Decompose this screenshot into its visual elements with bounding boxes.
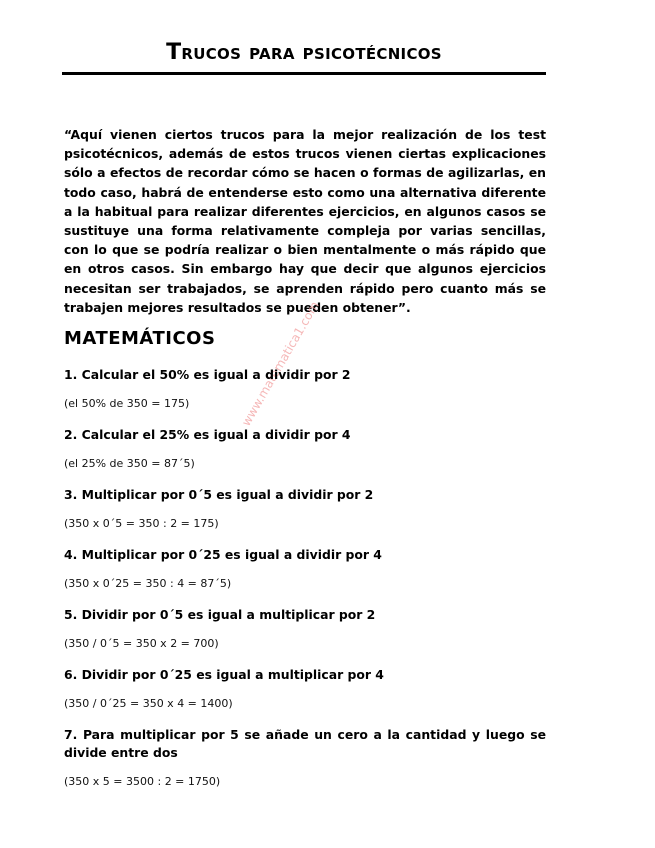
rule-3-example: (350 x 0´5 = 350 : 2 = 175) — [64, 517, 219, 530]
rule-2-example: (el 25% de 350 = 87´5) — [64, 457, 195, 470]
rule-6: 6. Dividir por 0´25 es igual a multiplicar por 4 — [64, 667, 384, 682]
rule-7: 7. Para multiplicar por 5 se añade un cero a la cantidad y luego se divide entre dos — [64, 727, 546, 760]
rule-1-example: (el 50% de 350 = 175) — [64, 397, 190, 410]
intro-paragraph: “Aquí vienen ciertos trucos para la mejor realización de los test psicotécnicos, además de estos trucos vienen ciertas explicaciones sólo a efectos de recordar cómo se hacen o formas de agilizarlas, en todo caso, habrá de entenderse esto como una alternativa diferente a la habitual para realizar diferentes ejercicios, en algunos casos se sustituye una forma relativamente compleja por varias sencillas, con lo que se podría realizar o bien mentalmente o más rápido que en otros casos. Sin embargo hay que decir que algunos ejercicios necesitan ser trabajados, se aprenden rápido pero cuanto más se trabajen mejores resultados se pueden obtener”. — [64, 127, 546, 315]
title-underline — [62, 72, 546, 75]
rule-1: 1. Calcular el 50% es igual a dividir por 2 — [64, 367, 351, 382]
rule-7-example: (350 x 5 = 3500 : 2 = 1750) — [64, 775, 221, 788]
rule-5-example: (350 / 0´5 = 350 x 2 = 700) — [64, 637, 219, 650]
rule-6-example: (350 / 0´25 = 350 x 4 = 1400) — [64, 697, 233, 710]
rule-5: 5. Dividir por 0´5 es igual a multiplicar por 2 — [64, 607, 376, 622]
rule-4: 4. Multiplicar por 0´25 es igual a dividir por 4 — [64, 547, 382, 562]
rule-3: 3. Multiplicar por 0´5 es igual a dividir por 2 — [64, 487, 374, 502]
rule-2: 2. Calcular el 25% es igual a dividir por 4 — [64, 427, 351, 442]
section-title: MATEMÁTICOS — [64, 328, 216, 349]
watermark: www.matematica1.com — [238, 299, 322, 429]
rule-4-example: (350 x 0´25 = 350 : 4 = 87´5) — [64, 577, 232, 590]
page-title: Trucos para psicotécnicos — [166, 40, 442, 65]
